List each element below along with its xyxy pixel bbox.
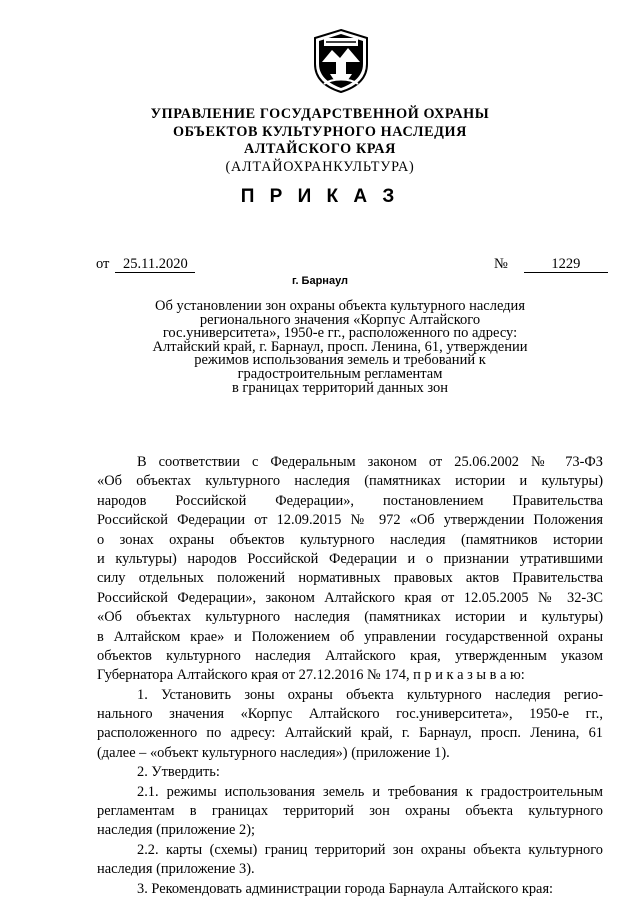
coat-of-arms-icon bbox=[312, 28, 370, 94]
body-line: в Алтайском крае» и Положением об управлении государственной охраны bbox=[97, 628, 603, 645]
subject-line: регионального значения «Корпус Алтайского bbox=[199, 311, 481, 328]
order-number bbox=[494, 256, 608, 273]
clause-2-1-line: 2.1. режимы использования земель и требования к градостроительным bbox=[137, 783, 603, 800]
clause-3-line: 3. Рекомендовать администрации города Барнаула Алтайского края: bbox=[137, 880, 554, 897]
clause-1-line: (далее – «объект культурного наследия») (приложение 1). bbox=[97, 744, 450, 761]
number-prefix: № bbox=[494, 256, 508, 272]
clause-2-1-line: регламентам в границах территорий зон охраны объекта культурного bbox=[97, 803, 603, 820]
agency-header bbox=[0, 106, 640, 176]
body-line: Российской Федерации от 12.09.2015 № 972 «Об утверждении Положения bbox=[97, 512, 603, 529]
agency-name-line-3: АЛТАЙСКОГО КРАЯ bbox=[244, 141, 396, 157]
order-subject bbox=[120, 300, 560, 395]
clause-1-line: нального значения «Корпус Алтайского гос.университета», 1950-е гг., bbox=[97, 706, 603, 723]
subject-line: режимов использования земель и требований к bbox=[194, 352, 486, 369]
order-body bbox=[97, 453, 603, 899]
city: г. Барнаул bbox=[291, 275, 349, 287]
clause-1-line: 1. Установить зоны охраны объекта культурного наследия регио- bbox=[137, 686, 603, 703]
body-line: и культуры) народов Российской Федерации и о признании утратившими bbox=[97, 550, 603, 567]
subject-line: гос.университета», 1950-е гг., расположенного по адресу: bbox=[162, 325, 518, 342]
date-value: 25.11.2020 bbox=[115, 256, 195, 273]
body-line: объектов культурного наследия Алтайского края, утвержденным указом bbox=[97, 647, 603, 664]
clause-1-line: расположенного по адресу: Алтайский край, г. Барнаул, просп. Ленина, 61 bbox=[97, 725, 603, 742]
body-line: «Об объектах культурного наследия (памятниках истории и культуры) bbox=[97, 609, 603, 626]
body-line: В соответствии с Федеральным законом от 25.06.2002 № 73-ФЗ bbox=[137, 454, 603, 470]
subject-line: градостроительным регламентам bbox=[237, 365, 443, 382]
body-line: о зонах охраны объектов культурного наследия (памятников истории bbox=[97, 531, 603, 548]
subject-line: Об установлении зон охраны объекта культурного наследия bbox=[155, 298, 525, 314]
body-line: «Об объектах культурного наследия (памятниках истории и культуры) bbox=[97, 473, 603, 490]
clause-2-line: 2. Утвердить: bbox=[137, 764, 220, 781]
order-date bbox=[96, 256, 195, 273]
body-line: силу отдельных положений нормативных правовых актов Правительства bbox=[97, 570, 603, 587]
clause-2-1-line: наследия (приложение 2); bbox=[97, 822, 256, 839]
subject-line: в границах территорий данных зон bbox=[231, 379, 449, 396]
document-title: П Р И К А З bbox=[240, 186, 400, 207]
agency-name-line-1: УПРАВЛЕНИЕ ГОСУДАРСТВЕННОЙ ОХРАНЫ bbox=[150, 106, 490, 122]
clause-2-2-line: наследия (приложение 3). bbox=[97, 861, 255, 878]
subject-line: Алтайский край, г. Барнаул, просп. Ленина, 61, утверждении bbox=[152, 338, 528, 355]
agency-name-line-2: ОБЪЕКТОВ КУЛЬТУРНОГО НАСЛЕДИЯ bbox=[172, 123, 468, 140]
body-line: Губернатора Алтайского края от 27.12.2016 № 174, п р и к а з ы в а ю: bbox=[97, 667, 525, 684]
date-prefix: от bbox=[96, 256, 110, 272]
number-value: 1229 bbox=[524, 256, 608, 273]
body-line: Российской Федерации», законом Алтайского края от 12.05.2005 № 32-ЗС bbox=[97, 589, 603, 606]
clause-2-2-line: 2.2. карты (схемы) границ территорий зон охраны объекта культурного bbox=[137, 841, 603, 858]
agency-short-name: (АЛТАЙОХРАНКУЛЬТУРА) bbox=[225, 158, 415, 175]
body-line: народов Российской Федерации», постановлением Правительства bbox=[97, 492, 603, 509]
